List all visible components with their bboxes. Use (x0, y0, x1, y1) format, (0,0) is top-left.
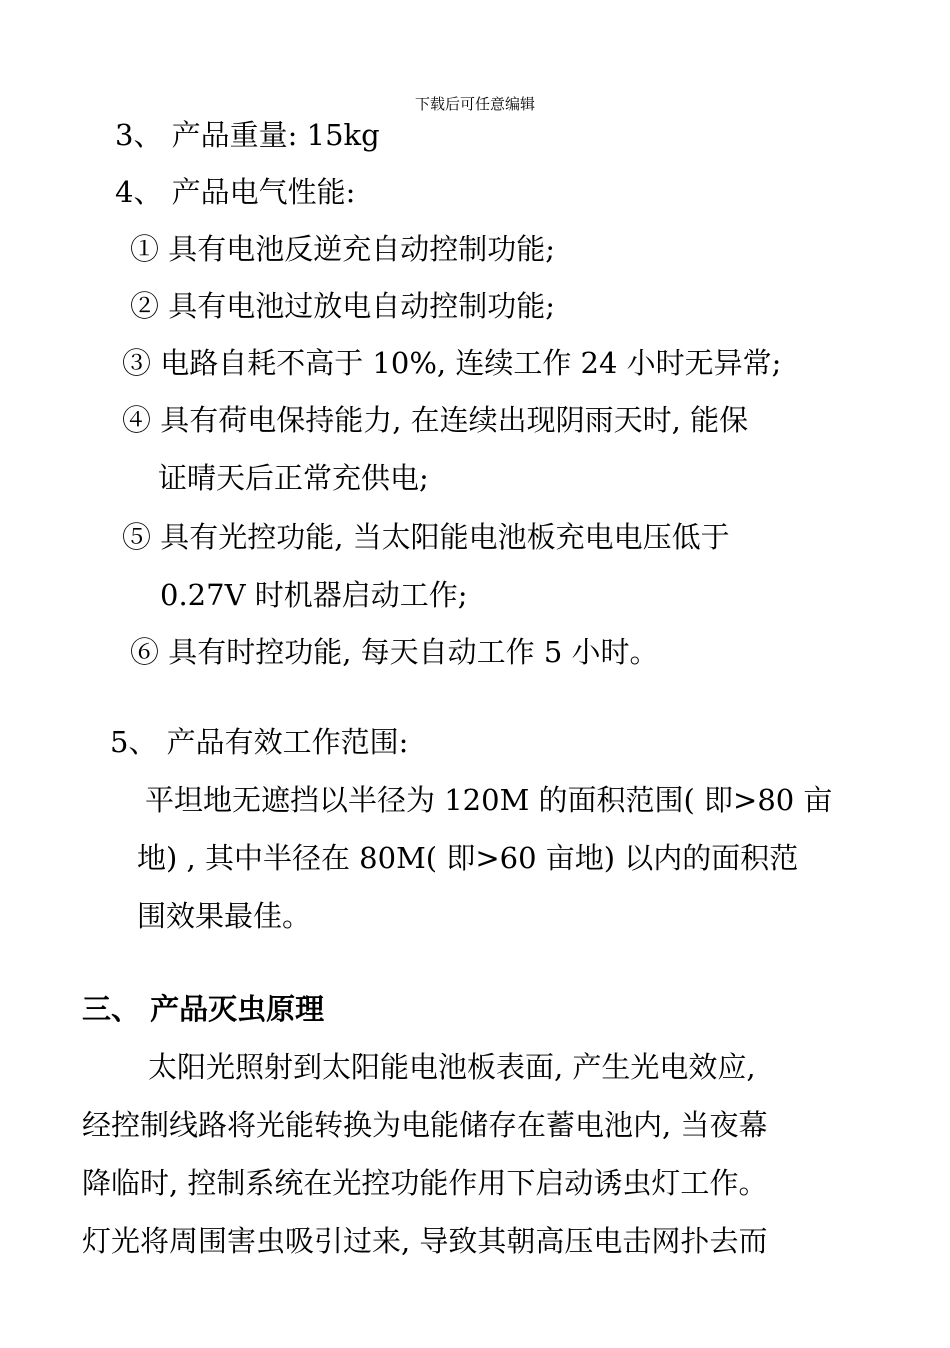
range-text-3: 围效果最佳。 (137, 899, 312, 933)
range-text-1: 平坦地无遮挡以半径为 120M 的面积范围( 即>80 亩 (145, 783, 833, 817)
feature-3: ③ 电路自耗不高于 10%, 连续工作 24 小时无异常; (122, 346, 782, 380)
item-range-heading: 5、 产品有效工作范围: (110, 725, 409, 759)
principle-text-1: 太阳光照射到太阳能电池板表面, 产生光电效应, (148, 1050, 756, 1084)
header-note: 下载后可任意编辑 (414, 95, 535, 113)
principle-text-2: 经控制线路将光能转换为电能储存在蓄电池内, 当夜幕 (82, 1108, 768, 1142)
section-heading: 三、 产品灭虫原理 (82, 992, 325, 1026)
range-text-2: 地) , 其中半径在 80M( 即>60 亩地) 以内的面积范 (137, 841, 799, 875)
feature-1: ① 具有电池反逆充自动控制功能; (130, 232, 555, 266)
principle-text-3: 降临时, 控制系统在光控功能作用下启动诱虫灯工作。 (82, 1166, 768, 1200)
feature-5: ⑤ 具有光控功能, 当太阳能电池板充电电压低于 (122, 520, 730, 554)
feature-4-continued: 证晴天后正常充供电; (158, 461, 429, 495)
feature-2: ② 具有电池过放电自动控制功能; (130, 289, 555, 323)
principle-text-4: 灯光将周围害虫吸引过来, 导致其朝高压电击网扑去而 (82, 1224, 768, 1258)
feature-4: ④ 具有荷电保持能力, 在连续出现阴雨天时, 能保 (122, 403, 749, 437)
feature-5-continued: 0.27V 时机器启动工作; (160, 578, 468, 612)
item-electrical-heading: 4、 产品电气性能: (115, 175, 356, 209)
item-weight: 3、 产品重量: 15kg (115, 118, 380, 152)
feature-6: ⑥ 具有时控功能, 每天自动工作 5 小时。 (130, 635, 659, 669)
